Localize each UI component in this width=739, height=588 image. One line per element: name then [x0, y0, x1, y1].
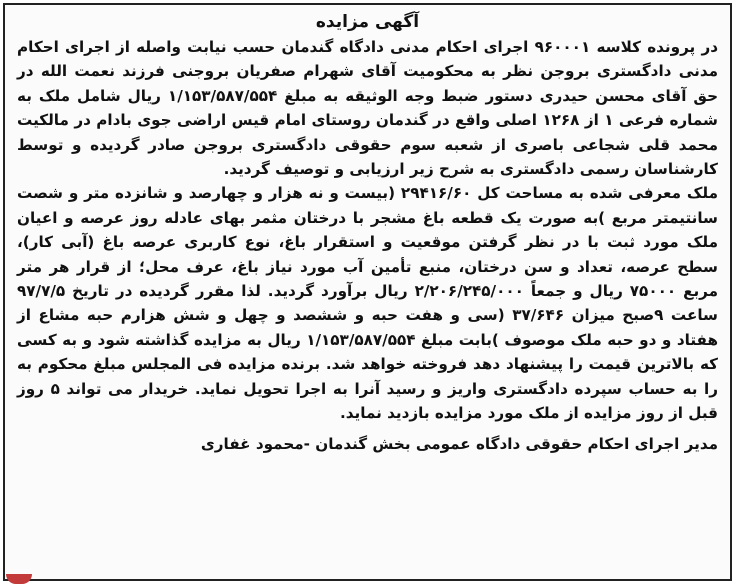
- notice-title: آگهی مزایده: [315, 12, 420, 32]
- notice-paragraph-1: در پرونده کلاسه ۹۶۰۰۰۱ اجرای احکام مدنی دادگاه گندمان حسب نیابت واصله از اجرای احکام مدنی دادگستری بروجن نظر به محکومیت آقای شهرام صفریان بروجنی فرزند نعمت الله در حق آقای محسن حیدری دستور ضبط وجه الوثیقه به مبلغ ۱/۱۵۳/۵۸۷/۵۵۴ ریال شامل ملک به شماره فرعی ۱ از ۱۲۶۸ اصلی واقع در گندمان روستای امام قیس اراضی جوی بادام در مالکیت محمد قلی شجاعی باصری از شعبه سوم حقوقی دادگستری بروجن صادر گردیده و توسط کارشناسان رسمی دادگستری به شرح زیر ارزیابی و توصیف گردید.: [17, 38, 719, 179]
- notice-paragraph-2: ملک معرفی شده به مساحت کل ۲۹۴۱۶/۶۰ (بیست و نه هزار و چهارصد و شانزده متر و شصت سانتیمتر مربع )به صورت یک قطعه باغ مشجر با درختان مثمر بهای عادله روز عرصه و اعیان ملک مورد ثبت با در نظر گرفتن موقعیت و استقرار باغ، نوع کاربری عرصه باغ (آبی کار)، سطح عرصه، تعداد و سن درختان، منبع تأمین آب مورد نیاز باغ، عرف محل؛ از قرار هر متر مربع ۷۵۰۰۰ ریال و جمعاً ۲/۲۰۶/۲۴۵/۰۰۰ ریال برآورد گردید. لذا مقرر گردیده در تاریخ ۹۷/۷/۵ ساعت ۹صبح میزان ۳۷/۶۴۶ (سی و هفت حبه و ششصد و چهل و شش هزارم حبه مشاع از هفتاد و دو حبه ملک موصوف )بابت مبلغ ۱/۱۵۳/۵۸۷/۵۵۴ ریال به مزایده گذاشته شود و به کسی که بالاترین قیمت را پیشنهاد دهد فروخته خواهد شد. برنده مزایده فی المجلس مبلغ محکوم به را به حساب سپرده دادگستری واریز و رسید آنرا به اجرا تحویل نماید. خریدار می تواند ۵ روز قبل از روز مزایده از ملک مورد مزایده بازدید نماید.: [17, 184, 719, 423]
- notice-signature: مدیر اجرای احکام حقوقی دادگاه عمومی بخش گندمان -محمود غفاری: [200, 434, 718, 453]
- publisher-logo-icon: [6, 574, 32, 584]
- auction-notice: [3, 3, 732, 581]
